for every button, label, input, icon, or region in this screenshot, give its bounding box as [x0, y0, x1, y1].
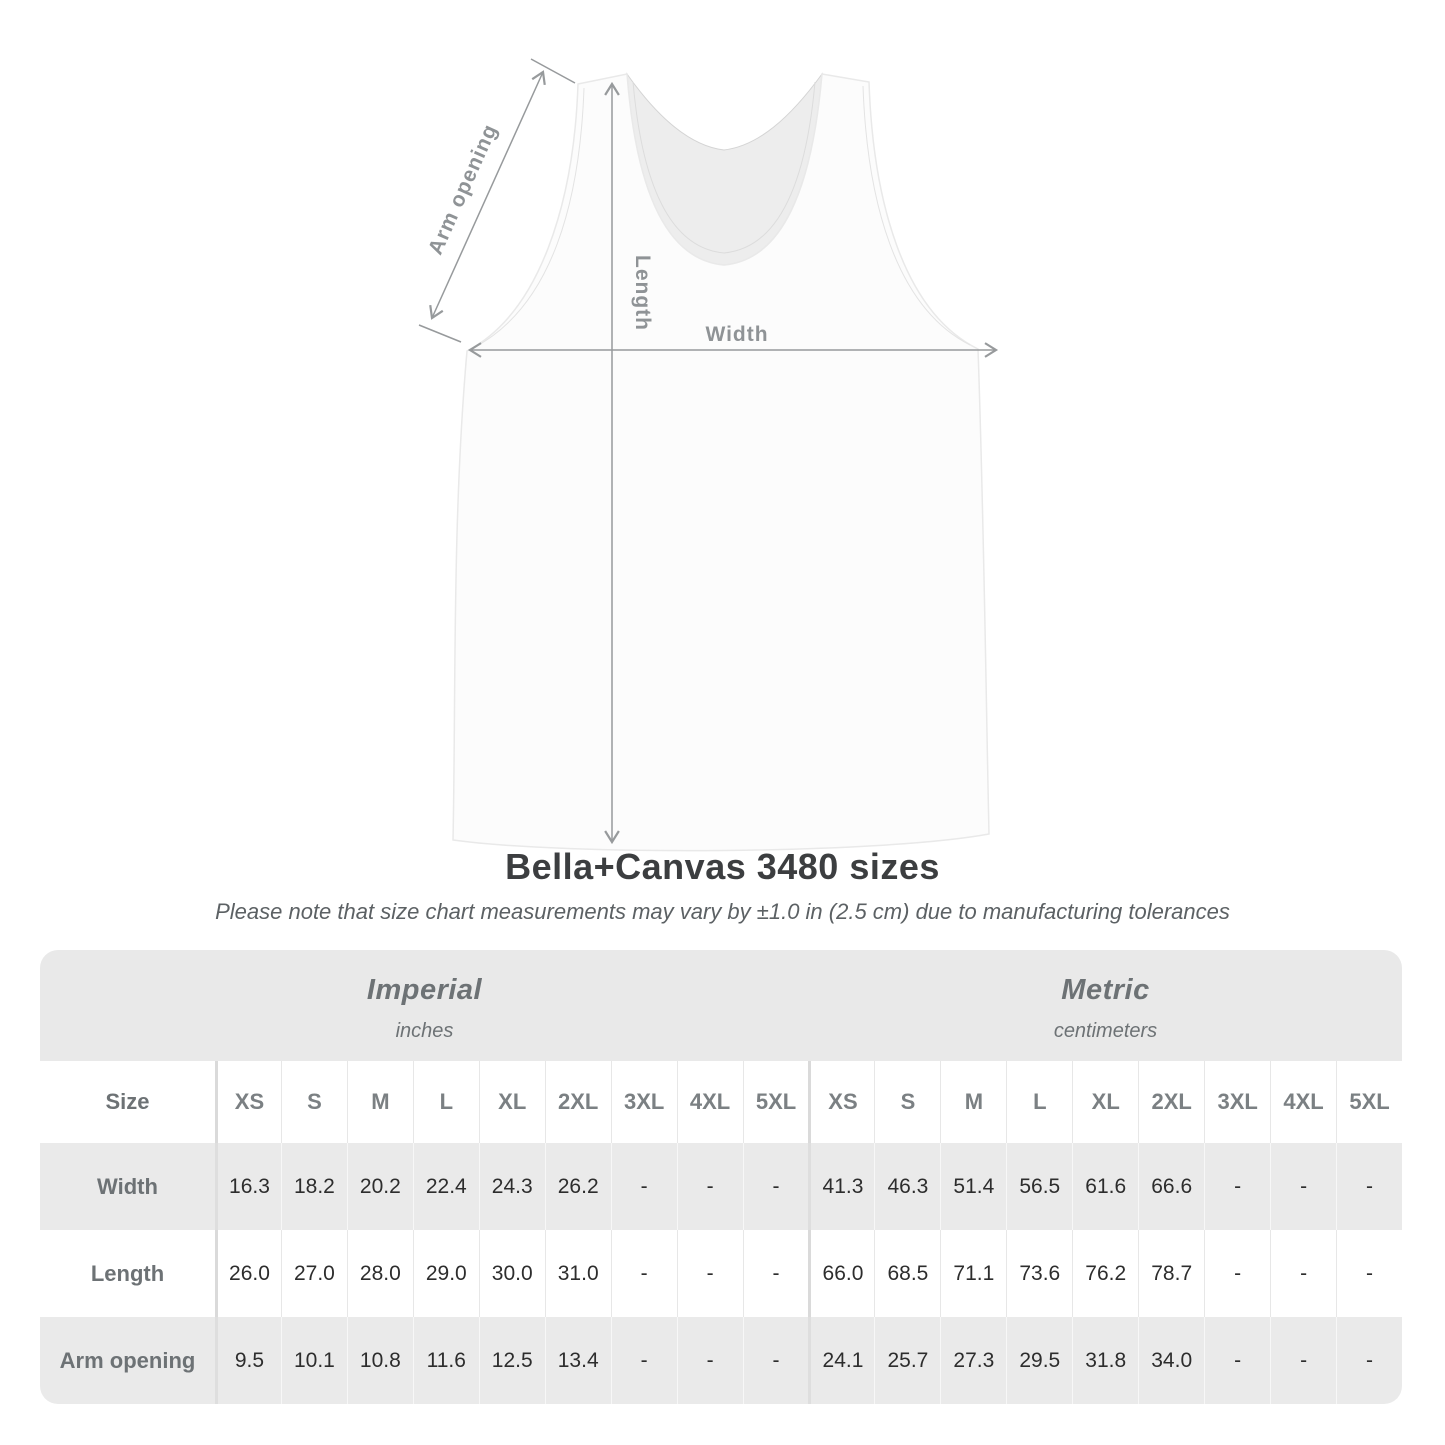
size-header-cell: Size	[105, 1089, 150, 1114]
length-metric-xs: 66.0	[808, 1230, 874, 1317]
table-row-width	[40, 1143, 1402, 1230]
imperial-size-s: S	[281, 1061, 347, 1143]
arm-imperial-3xl: -	[611, 1317, 677, 1404]
size-header-row	[40, 1061, 1402, 1143]
metric-size-l: L	[1006, 1061, 1072, 1143]
arm-opening-tick-top	[531, 59, 575, 83]
page-title: Bella+Canvas 3480 sizes	[505, 846, 940, 887]
metric-size-3xl: 3XL	[1204, 1061, 1270, 1143]
imperial-title: Imperial	[366, 974, 483, 1006]
arm-metric-xl: 31.8	[1072, 1317, 1138, 1404]
metric-size-xl: XL	[1072, 1061, 1138, 1143]
length-imperial-2xl: 31.0	[545, 1230, 611, 1317]
width-metric-5xl: -	[1336, 1143, 1402, 1230]
imperial-size-xl: XL	[479, 1061, 545, 1143]
arm-opening-label: Arm opening	[423, 120, 503, 259]
imperial-size-4xl: 4XL	[677, 1061, 743, 1143]
width-imperial-l: 22.4	[413, 1143, 479, 1230]
arm-imperial-s: 10.1	[281, 1317, 347, 1404]
table-row-length	[40, 1230, 1402, 1317]
width-metric-l: 56.5	[1006, 1143, 1072, 1230]
metric-header	[809, 950, 1402, 1061]
arm-metric-5xl: -	[1336, 1317, 1402, 1404]
length-metric-2xl: 78.7	[1138, 1230, 1204, 1317]
width-metric-s: 46.3	[874, 1143, 940, 1230]
metric-title: Metric	[1061, 974, 1150, 1006]
arm-metric-4xl: -	[1270, 1317, 1336, 1404]
length-metric-5xl: -	[1336, 1230, 1402, 1317]
arm-metric-s: 25.7	[874, 1317, 940, 1404]
arm-imperial-l: 11.6	[413, 1317, 479, 1404]
length-metric-3xl: -	[1204, 1230, 1270, 1317]
length-metric-s: 68.5	[874, 1230, 940, 1317]
width-imperial-2xl: 26.2	[545, 1143, 611, 1230]
imperial-size-5xl: 5XL	[743, 1061, 809, 1143]
imperial-size-xs: XS	[215, 1061, 281, 1143]
row-label: Width	[97, 1173, 158, 1199]
imperial-unit: inches	[395, 1020, 454, 1042]
length-label: Length	[631, 255, 654, 331]
metric-unit: centimeters	[1053, 1020, 1158, 1042]
width-metric-xl: 61.6	[1072, 1143, 1138, 1230]
metric-size-5xl: 5XL	[1336, 1061, 1402, 1143]
width-imperial-4xl: -	[677, 1143, 743, 1230]
arm-metric-m: 27.3	[940, 1317, 1006, 1404]
width-imperial-xl: 24.3	[479, 1143, 545, 1230]
width-metric-4xl: -	[1270, 1143, 1336, 1230]
row-label: Arm opening	[59, 1347, 196, 1373]
unit-header-row	[40, 950, 1402, 1061]
width-metric-3xl: -	[1204, 1143, 1270, 1230]
width-metric-xs: 41.3	[808, 1143, 874, 1230]
length-imperial-4xl: -	[677, 1230, 743, 1317]
arm-metric-xs: 24.1	[808, 1317, 874, 1404]
length-imperial-l: 29.0	[413, 1230, 479, 1317]
imperial-header	[40, 950, 809, 1061]
metric-size-m: M	[940, 1061, 1006, 1143]
metric-size-4xl: 4XL	[1270, 1061, 1336, 1143]
arm-imperial-xs: 9.5	[215, 1317, 281, 1404]
width-imperial-5xl: -	[743, 1143, 809, 1230]
arm-imperial-5xl: -	[743, 1317, 809, 1404]
imperial-size-l: L	[413, 1061, 479, 1143]
length-metric-4xl: -	[1270, 1230, 1336, 1317]
length-imperial-s: 27.0	[281, 1230, 347, 1317]
length-imperial-m: 28.0	[347, 1230, 413, 1317]
arm-imperial-4xl: -	[677, 1317, 743, 1404]
arm-imperial-xl: 12.5	[479, 1317, 545, 1404]
metric-size-s: S	[874, 1061, 940, 1143]
tank-illustration	[390, 40, 1050, 870]
length-imperial-xs: 26.0	[215, 1230, 281, 1317]
length-metric-l: 73.6	[1006, 1230, 1072, 1317]
imperial-size-2xl: 2XL	[545, 1061, 611, 1143]
size-chart-table	[40, 950, 1402, 1404]
arm-metric-2xl: 34.0	[1138, 1317, 1204, 1404]
arm-metric-l: 29.5	[1006, 1317, 1072, 1404]
width-label: Width	[705, 323, 769, 346]
width-imperial-3xl: -	[611, 1143, 677, 1230]
tolerance-note: Please note that size chart measurements may vary by ±1.0 in (2.5 cm) due to manufacturing tolerances	[215, 899, 1230, 924]
width-imperial-xs: 16.3	[215, 1143, 281, 1230]
metric-size-xs: XS	[808, 1061, 874, 1143]
imperial-size-m: M	[347, 1061, 413, 1143]
row-label: Length	[90, 1260, 165, 1286]
width-imperial-m: 20.2	[347, 1143, 413, 1230]
arm-metric-3xl: -	[1204, 1317, 1270, 1404]
width-metric-m: 51.4	[940, 1143, 1006, 1230]
arm-opening-tick-bottom	[419, 325, 461, 342]
arm-imperial-2xl: 13.4	[545, 1317, 611, 1404]
arm-imperial-m: 10.8	[347, 1317, 413, 1404]
table-row-arm-opening	[40, 1317, 1402, 1404]
length-imperial-xl: 30.0	[479, 1230, 545, 1317]
width-imperial-s: 18.2	[281, 1143, 347, 1230]
width-metric-2xl: 66.6	[1138, 1143, 1204, 1230]
length-metric-xl: 76.2	[1072, 1230, 1138, 1317]
imperial-size-3xl: 3XL	[611, 1061, 677, 1143]
length-metric-m: 71.1	[940, 1230, 1006, 1317]
metric-size-2xl: 2XL	[1138, 1061, 1204, 1143]
length-imperial-5xl: -	[743, 1230, 809, 1317]
length-imperial-3xl: -	[611, 1230, 677, 1317]
